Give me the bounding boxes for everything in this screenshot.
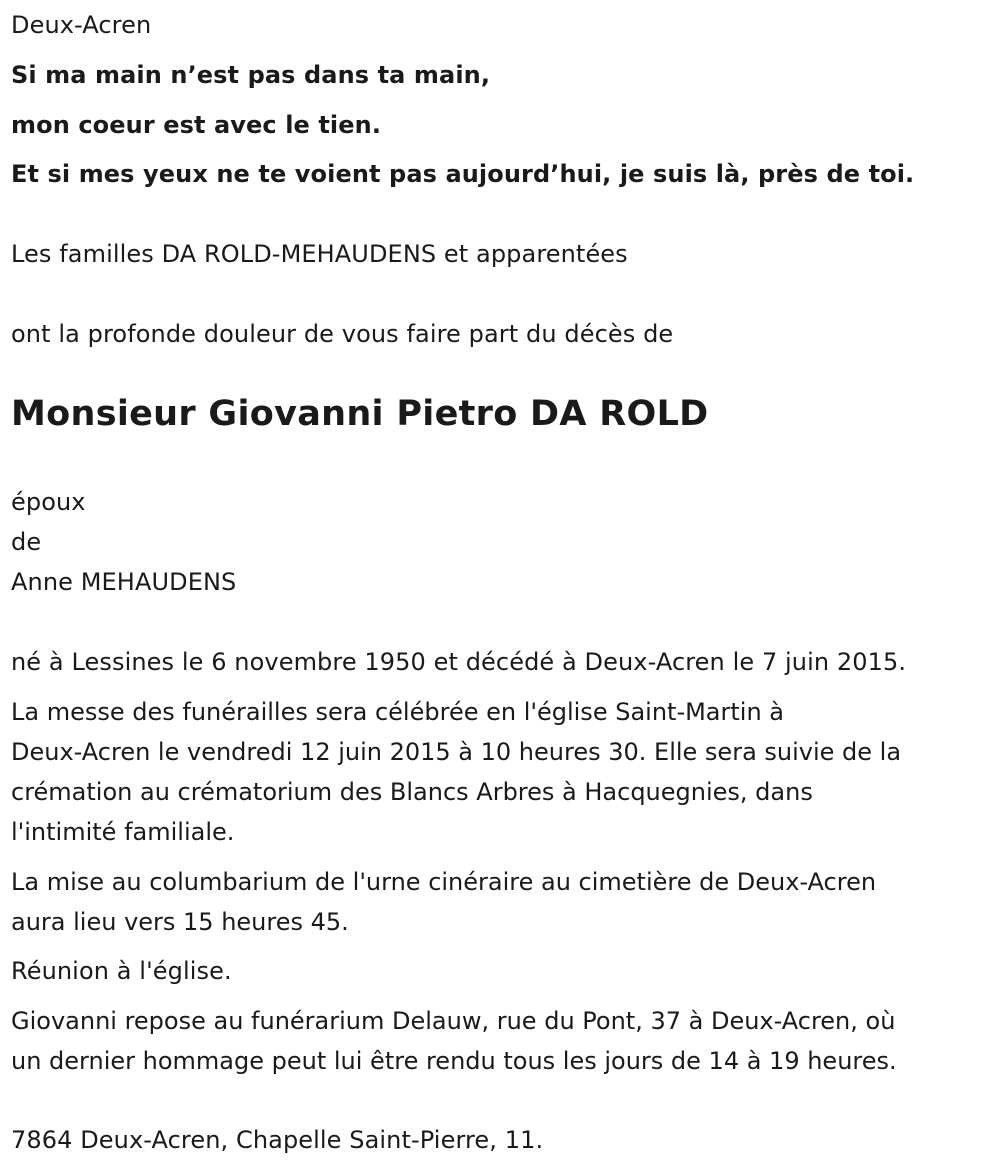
families-line: Les familles DA ROLD-MEHAUDENS et apparentées xyxy=(11,240,628,268)
birth-death-line: né à Lessines le 6 novembre 1950 et décédé à Deux-Acren le 7 juin 2015. xyxy=(11,648,907,676)
funeral-line: Deux-Acren le vendredi 12 juin 2015 à 10 heures 30. Elle sera suivie de la xyxy=(11,738,902,766)
columbarium-paragraph xyxy=(11,862,991,942)
funeral-line: crémation au crématorium des Blancs Arbres à Hacquegnies, dans xyxy=(11,778,813,806)
reunion-line: Réunion à l'église. xyxy=(11,957,232,985)
location-heading: Deux-Acren xyxy=(11,11,152,39)
columbarium-line: aura lieu vers 15 heures 45. xyxy=(11,908,349,936)
relation-label: époux xyxy=(11,488,86,516)
announcement-intro: ont la profonde douleur de vous faire part du décès de xyxy=(11,320,674,348)
funeral-line: La messe des funérailles sera célébrée en l'église Saint-Martin à xyxy=(11,698,785,726)
poem-line-1: Si ma main n’est pas dans ta main, xyxy=(11,61,491,89)
funeral-paragraph xyxy=(11,692,991,852)
deceased-name: Monsieur Giovanni Pietro DA ROLD xyxy=(11,394,709,434)
address-line: 7864 Deux-Acren, Chapelle Saint-Pierre, 11. xyxy=(11,1126,544,1154)
poem-line-2: mon coeur est avec le tien. xyxy=(11,111,382,139)
visitation-paragraph xyxy=(11,1001,991,1081)
columbarium-line: La mise au columbarium de l'urne cinéraire au cimetière de Deux-Acren xyxy=(11,868,877,896)
funeral-line: l'intimité familiale. xyxy=(11,818,235,846)
relation-of: de xyxy=(11,528,42,556)
poem-line-3: Et si mes yeux ne te voient pas aujourd’hui, je suis là, près de toi. xyxy=(11,160,915,188)
visitation-line: un dernier hommage peut lui être rendu tous les jours de 14 à 19 heures. xyxy=(11,1047,897,1075)
visitation-line: Giovanni repose au funérarium Delauw, rue du Pont, 37 à Deux-Acren, où xyxy=(11,1007,896,1035)
spouse-name: Anne MEHAUDENS xyxy=(11,568,237,596)
